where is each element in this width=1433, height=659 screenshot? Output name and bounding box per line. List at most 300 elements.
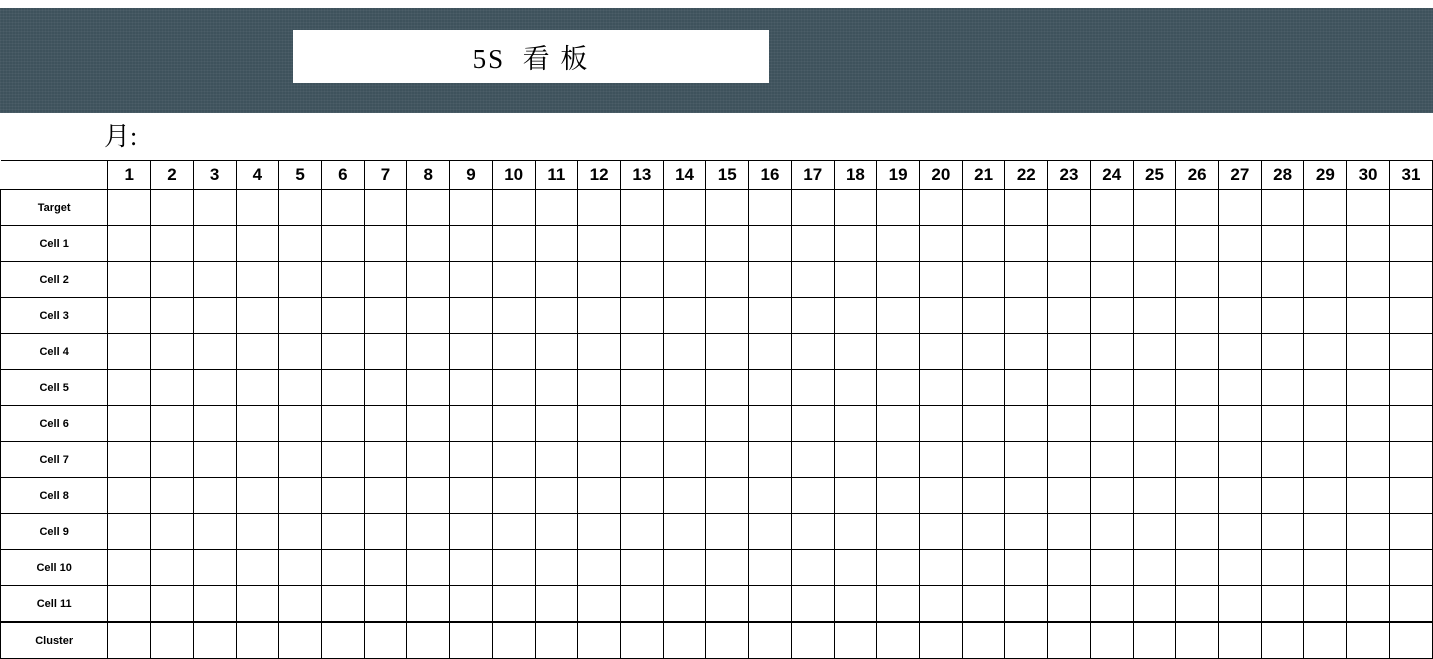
data-cell[interactable] (151, 550, 194, 586)
data-cell[interactable] (877, 226, 920, 262)
data-cell[interactable] (663, 514, 706, 550)
data-cell[interactable] (1090, 442, 1133, 478)
data-cell[interactable] (535, 370, 578, 406)
data-cell[interactable] (1176, 334, 1219, 370)
data-cell[interactable] (663, 262, 706, 298)
data-cell[interactable] (1389, 226, 1432, 262)
data-cell[interactable] (1048, 190, 1091, 226)
data-cell[interactable] (450, 550, 493, 586)
data-cell[interactable] (1090, 298, 1133, 334)
data-cell[interactable] (1219, 550, 1262, 586)
data-cell[interactable] (450, 190, 493, 226)
data-cell[interactable] (1389, 442, 1432, 478)
data-cell[interactable] (663, 370, 706, 406)
data-cell[interactable] (151, 406, 194, 442)
data-cell[interactable] (962, 442, 1005, 478)
data-cell[interactable] (407, 622, 450, 659)
data-cell[interactable] (193, 190, 236, 226)
data-cell[interactable] (279, 622, 322, 659)
data-cell[interactable] (1048, 370, 1091, 406)
data-cell[interactable] (1304, 514, 1347, 550)
data-cell[interactable] (151, 442, 194, 478)
data-cell[interactable] (1090, 370, 1133, 406)
data-cell[interactable] (236, 406, 279, 442)
data-cell[interactable] (108, 226, 151, 262)
data-cell[interactable] (236, 442, 279, 478)
data-cell[interactable] (151, 226, 194, 262)
data-cell[interactable] (108, 406, 151, 442)
data-cell[interactable] (1005, 226, 1048, 262)
data-cell[interactable] (108, 622, 151, 659)
data-cell[interactable] (1176, 298, 1219, 334)
data-cell[interactable] (321, 586, 364, 623)
data-cell[interactable] (1389, 550, 1432, 586)
data-cell[interactable] (279, 442, 322, 478)
data-cell[interactable] (1347, 298, 1390, 334)
data-cell[interactable] (1347, 478, 1390, 514)
data-cell[interactable] (877, 550, 920, 586)
data-cell[interactable] (1261, 190, 1304, 226)
data-cell[interactable] (193, 406, 236, 442)
data-cell[interactable] (1005, 514, 1048, 550)
data-cell[interactable] (1133, 514, 1176, 550)
data-cell[interactable] (834, 370, 877, 406)
data-cell[interactable] (1347, 550, 1390, 586)
data-cell[interactable] (920, 298, 963, 334)
data-cell[interactable] (791, 190, 834, 226)
data-cell[interactable] (1219, 586, 1262, 623)
data-cell[interactable] (877, 298, 920, 334)
data-cell[interactable] (1304, 190, 1347, 226)
data-cell[interactable] (1005, 190, 1048, 226)
data-cell[interactable] (407, 442, 450, 478)
data-cell[interactable] (1133, 262, 1176, 298)
data-cell[interactable] (578, 550, 621, 586)
data-cell[interactable] (492, 190, 535, 226)
data-cell[interactable] (108, 370, 151, 406)
data-cell[interactable] (535, 442, 578, 478)
data-cell[interactable] (1261, 370, 1304, 406)
data-cell[interactable] (321, 190, 364, 226)
data-cell[interactable] (151, 298, 194, 334)
data-cell[interactable] (407, 370, 450, 406)
data-cell[interactable] (962, 478, 1005, 514)
data-cell[interactable] (535, 478, 578, 514)
data-cell[interactable] (1347, 442, 1390, 478)
data-cell[interactable] (1389, 190, 1432, 226)
data-cell[interactable] (1219, 226, 1262, 262)
data-cell[interactable] (962, 550, 1005, 586)
data-cell[interactable] (620, 442, 663, 478)
data-cell[interactable] (321, 514, 364, 550)
data-cell[interactable] (1219, 370, 1262, 406)
data-cell[interactable] (1090, 406, 1133, 442)
data-cell[interactable] (364, 190, 407, 226)
data-cell[interactable] (364, 334, 407, 370)
data-cell[interactable] (1048, 622, 1091, 659)
data-cell[interactable] (1219, 442, 1262, 478)
data-cell[interactable] (962, 190, 1005, 226)
data-cell[interactable] (791, 406, 834, 442)
data-cell[interactable] (1133, 586, 1176, 623)
data-cell[interactable] (920, 334, 963, 370)
data-cell[interactable] (877, 442, 920, 478)
data-cell[interactable] (578, 406, 621, 442)
data-cell[interactable] (1005, 298, 1048, 334)
data-cell[interactable] (877, 190, 920, 226)
data-cell[interactable] (920, 478, 963, 514)
data-cell[interactable] (236, 514, 279, 550)
data-cell[interactable] (578, 586, 621, 623)
data-cell[interactable] (321, 298, 364, 334)
data-cell[interactable] (877, 586, 920, 623)
data-cell[interactable] (193, 550, 236, 586)
data-cell[interactable] (1005, 262, 1048, 298)
data-cell[interactable] (1347, 334, 1390, 370)
data-cell[interactable] (1389, 622, 1432, 659)
data-cell[interactable] (620, 550, 663, 586)
data-cell[interactable] (578, 226, 621, 262)
data-cell[interactable] (749, 298, 792, 334)
data-cell[interactable] (620, 478, 663, 514)
data-cell[interactable] (877, 478, 920, 514)
data-cell[interactable] (236, 190, 279, 226)
data-cell[interactable] (620, 262, 663, 298)
data-cell[interactable] (920, 586, 963, 623)
data-cell[interactable] (1005, 550, 1048, 586)
data-cell[interactable] (279, 226, 322, 262)
data-cell[interactable] (620, 190, 663, 226)
data-cell[interactable] (663, 586, 706, 623)
data-cell[interactable] (108, 190, 151, 226)
data-cell[interactable] (663, 442, 706, 478)
data-cell[interactable] (1090, 514, 1133, 550)
data-cell[interactable] (791, 478, 834, 514)
data-cell[interactable] (663, 226, 706, 262)
data-cell[interactable] (578, 298, 621, 334)
data-cell[interactable] (877, 334, 920, 370)
data-cell[interactable] (1347, 514, 1390, 550)
data-cell[interactable] (151, 586, 194, 623)
data-cell[interactable] (1176, 514, 1219, 550)
data-cell[interactable] (877, 622, 920, 659)
data-cell[interactable] (364, 514, 407, 550)
data-cell[interactable] (791, 334, 834, 370)
data-cell[interactable] (193, 442, 236, 478)
data-cell[interactable] (450, 226, 493, 262)
data-cell[interactable] (108, 514, 151, 550)
data-cell[interactable] (450, 262, 493, 298)
data-cell[interactable] (749, 586, 792, 623)
data-cell[interactable] (1133, 298, 1176, 334)
data-cell[interactable] (450, 478, 493, 514)
data-cell[interactable] (791, 586, 834, 623)
data-cell[interactable] (492, 622, 535, 659)
data-cell[interactable] (834, 298, 877, 334)
data-cell[interactable] (1304, 370, 1347, 406)
data-cell[interactable] (1090, 190, 1133, 226)
data-cell[interactable] (450, 586, 493, 623)
data-cell[interactable] (1304, 442, 1347, 478)
data-cell[interactable] (578, 478, 621, 514)
data-cell[interactable] (1090, 262, 1133, 298)
data-cell[interactable] (620, 370, 663, 406)
data-cell[interactable] (1048, 550, 1091, 586)
data-cell[interactable] (620, 622, 663, 659)
data-cell[interactable] (1261, 442, 1304, 478)
data-cell[interactable] (1389, 298, 1432, 334)
data-cell[interactable] (578, 262, 621, 298)
data-cell[interactable] (407, 334, 450, 370)
data-cell[interactable] (834, 622, 877, 659)
data-cell[interactable] (407, 586, 450, 623)
data-cell[interactable] (749, 334, 792, 370)
data-cell[interactable] (962, 334, 1005, 370)
data-cell[interactable] (492, 226, 535, 262)
data-cell[interactable] (492, 442, 535, 478)
data-cell[interactable] (578, 514, 621, 550)
data-cell[interactable] (620, 334, 663, 370)
data-cell[interactable] (706, 514, 749, 550)
data-cell[interactable] (749, 622, 792, 659)
data-cell[interactable] (535, 406, 578, 442)
data-cell[interactable] (1005, 622, 1048, 659)
data-cell[interactable] (279, 586, 322, 623)
data-cell[interactable] (706, 190, 749, 226)
data-cell[interactable] (1389, 334, 1432, 370)
data-cell[interactable] (1048, 514, 1091, 550)
data-cell[interactable] (749, 190, 792, 226)
data-cell[interactable] (1347, 622, 1390, 659)
data-cell[interactable] (279, 334, 322, 370)
data-cell[interactable] (1048, 298, 1091, 334)
data-cell[interactable] (279, 406, 322, 442)
data-cell[interactable] (1133, 226, 1176, 262)
data-cell[interactable] (1090, 478, 1133, 514)
data-cell[interactable] (492, 514, 535, 550)
data-cell[interactable] (193, 622, 236, 659)
data-cell[interactable] (236, 262, 279, 298)
data-cell[interactable] (706, 622, 749, 659)
data-cell[interactable] (193, 298, 236, 334)
data-cell[interactable] (834, 514, 877, 550)
data-cell[interactable] (834, 550, 877, 586)
data-cell[interactable] (663, 622, 706, 659)
data-cell[interactable] (1219, 298, 1262, 334)
data-cell[interactable] (108, 586, 151, 623)
data-cell[interactable] (1176, 406, 1219, 442)
data-cell[interactable] (450, 442, 493, 478)
data-cell[interactable] (1176, 550, 1219, 586)
data-cell[interactable] (1048, 334, 1091, 370)
data-cell[interactable] (1090, 334, 1133, 370)
data-cell[interactable] (962, 622, 1005, 659)
data-cell[interactable] (1176, 226, 1219, 262)
data-cell[interactable] (749, 226, 792, 262)
data-cell[interactable] (1261, 334, 1304, 370)
data-cell[interactable] (1048, 586, 1091, 623)
data-cell[interactable] (364, 478, 407, 514)
data-cell[interactable] (749, 370, 792, 406)
data-cell[interactable] (151, 478, 194, 514)
data-cell[interactable] (279, 262, 322, 298)
data-cell[interactable] (492, 550, 535, 586)
data-cell[interactable] (364, 370, 407, 406)
data-cell[interactable] (535, 190, 578, 226)
data-cell[interactable] (834, 262, 877, 298)
data-cell[interactable] (535, 622, 578, 659)
data-cell[interactable] (108, 334, 151, 370)
data-cell[interactable] (834, 190, 877, 226)
data-cell[interactable] (620, 298, 663, 334)
data-cell[interactable] (1005, 406, 1048, 442)
data-cell[interactable] (578, 622, 621, 659)
data-cell[interactable] (321, 622, 364, 659)
data-cell[interactable] (834, 334, 877, 370)
data-cell[interactable] (920, 622, 963, 659)
data-cell[interactable] (407, 550, 450, 586)
data-cell[interactable] (749, 262, 792, 298)
data-cell[interactable] (279, 298, 322, 334)
data-cell[interactable] (1304, 622, 1347, 659)
data-cell[interactable] (749, 514, 792, 550)
data-cell[interactable] (1261, 550, 1304, 586)
data-cell[interactable] (749, 406, 792, 442)
data-cell[interactable] (279, 190, 322, 226)
data-cell[interactable] (1261, 226, 1304, 262)
data-cell[interactable] (321, 406, 364, 442)
data-cell[interactable] (920, 406, 963, 442)
data-cell[interactable] (1304, 586, 1347, 623)
data-cell[interactable] (1389, 406, 1432, 442)
data-cell[interactable] (877, 406, 920, 442)
data-cell[interactable] (193, 334, 236, 370)
data-cell[interactable] (920, 370, 963, 406)
data-cell[interactable] (1176, 370, 1219, 406)
data-cell[interactable] (1005, 442, 1048, 478)
data-cell[interactable] (834, 478, 877, 514)
data-cell[interactable] (1347, 586, 1390, 623)
data-cell[interactable] (1176, 190, 1219, 226)
data-cell[interactable] (1389, 586, 1432, 623)
data-cell[interactable] (962, 586, 1005, 623)
data-cell[interactable] (1048, 478, 1091, 514)
data-cell[interactable] (578, 370, 621, 406)
data-cell[interactable] (1219, 190, 1262, 226)
data-cell[interactable] (1048, 442, 1091, 478)
data-cell[interactable] (1048, 406, 1091, 442)
data-cell[interactable] (450, 406, 493, 442)
data-cell[interactable] (236, 622, 279, 659)
data-cell[interactable] (578, 442, 621, 478)
data-cell[interactable] (193, 514, 236, 550)
data-cell[interactable] (1219, 406, 1262, 442)
data-cell[interactable] (1005, 370, 1048, 406)
data-cell[interactable] (1176, 586, 1219, 623)
data-cell[interactable] (535, 298, 578, 334)
data-cell[interactable] (877, 370, 920, 406)
data-cell[interactable] (706, 550, 749, 586)
data-cell[interactable] (791, 262, 834, 298)
data-cell[interactable] (364, 298, 407, 334)
data-cell[interactable] (1389, 478, 1432, 514)
data-cell[interactable] (321, 334, 364, 370)
data-cell[interactable] (236, 478, 279, 514)
data-cell[interactable] (535, 334, 578, 370)
data-cell[interactable] (321, 478, 364, 514)
data-cell[interactable] (108, 298, 151, 334)
data-cell[interactable] (663, 334, 706, 370)
data-cell[interactable] (407, 226, 450, 262)
data-cell[interactable] (1133, 190, 1176, 226)
data-cell[interactable] (1261, 514, 1304, 550)
data-cell[interactable] (450, 622, 493, 659)
data-cell[interactable] (962, 514, 1005, 550)
data-cell[interactable] (236, 550, 279, 586)
data-cell[interactable] (407, 514, 450, 550)
data-cell[interactable] (1261, 586, 1304, 623)
data-cell[interactable] (364, 262, 407, 298)
data-cell[interactable] (1347, 226, 1390, 262)
data-cell[interactable] (193, 262, 236, 298)
data-cell[interactable] (1304, 478, 1347, 514)
data-cell[interactable] (1261, 298, 1304, 334)
data-cell[interactable] (1176, 478, 1219, 514)
data-cell[interactable] (535, 586, 578, 623)
data-cell[interactable] (236, 370, 279, 406)
data-cell[interactable] (492, 334, 535, 370)
data-cell[interactable] (236, 334, 279, 370)
data-cell[interactable] (407, 262, 450, 298)
data-cell[interactable] (1347, 262, 1390, 298)
data-cell[interactable] (791, 550, 834, 586)
data-cell[interactable] (407, 298, 450, 334)
data-cell[interactable] (450, 334, 493, 370)
data-cell[interactable] (450, 370, 493, 406)
data-cell[interactable] (706, 586, 749, 623)
data-cell[interactable] (364, 586, 407, 623)
data-cell[interactable] (151, 334, 194, 370)
data-cell[interactable] (791, 370, 834, 406)
data-cell[interactable] (535, 226, 578, 262)
data-cell[interactable] (492, 406, 535, 442)
data-cell[interactable] (321, 442, 364, 478)
data-cell[interactable] (962, 370, 1005, 406)
data-cell[interactable] (1133, 622, 1176, 659)
data-cell[interactable] (279, 478, 322, 514)
data-cell[interactable] (749, 550, 792, 586)
data-cell[interactable] (407, 478, 450, 514)
data-cell[interactable] (279, 370, 322, 406)
data-cell[interactable] (364, 622, 407, 659)
data-cell[interactable] (834, 226, 877, 262)
data-cell[interactable] (151, 622, 194, 659)
data-cell[interactable] (791, 442, 834, 478)
data-cell[interactable] (877, 262, 920, 298)
data-cell[interactable] (1090, 622, 1133, 659)
data-cell[interactable] (706, 370, 749, 406)
data-cell[interactable] (1133, 442, 1176, 478)
data-cell[interactable] (578, 334, 621, 370)
data-cell[interactable] (834, 586, 877, 623)
data-cell[interactable] (1304, 406, 1347, 442)
data-cell[interactable] (920, 190, 963, 226)
data-cell[interactable] (962, 406, 1005, 442)
data-cell[interactable] (1005, 478, 1048, 514)
data-cell[interactable] (1261, 406, 1304, 442)
data-cell[interactable] (1133, 370, 1176, 406)
data-cell[interactable] (364, 442, 407, 478)
